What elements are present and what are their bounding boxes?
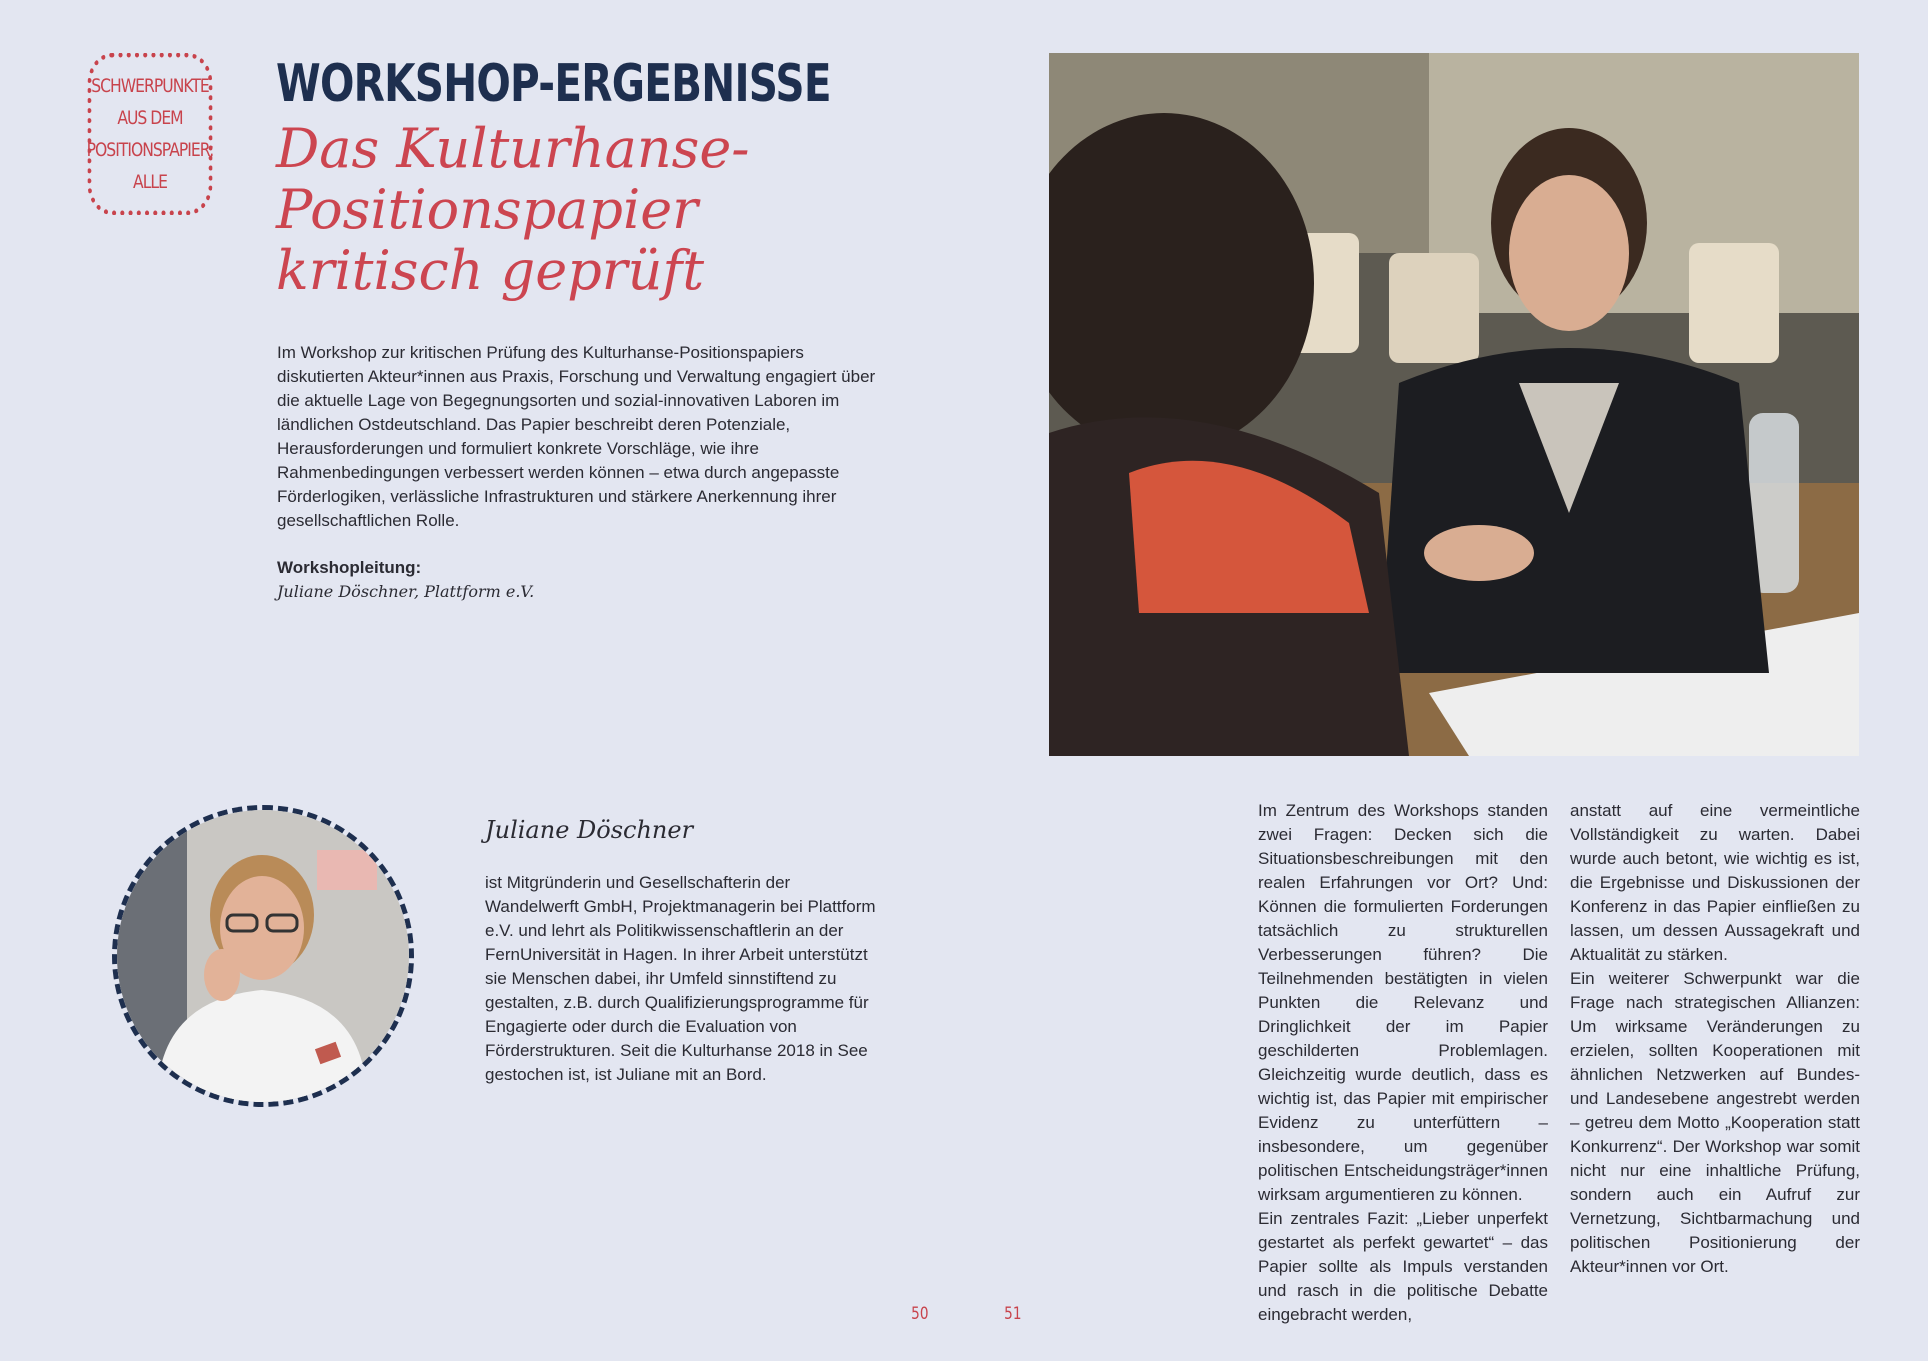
body-paragraph: Ein zentrales Fazit: „Lieber unperfekt gestartet als perfekt gewartet“ – das Papier sollte als Impuls verstanden und rasch in die politische Debatte eingebracht werden, [1258,1209,1548,1324]
bio-name: Juliane Döschner [485,816,694,844]
stamp-line: AUS DEM [117,107,183,129]
stamp-line: POSITIONSPAPIER: [86,139,214,161]
body-paragraph: anstatt auf eine vermeintliche Vollständigkeit zu warten. Dabei wurde auch betont, wie wichtig es ist, die Ergebnisse und Diskussionen der Konferenz in das Papier einfließen zu lassen, um dessen Aussagekraft und Aktualität zu stärken. [1570,801,1860,964]
section-kicker: WORKSHOP-ERGEBNISSE [276,54,831,114]
workshop-lead-name: Juliane Döschner, Plattform e.V. [277,582,535,601]
title-line: Das Kulturhanse- [276,117,750,180]
page-title [276,118,836,301]
body-column-right [1570,799,1860,1279]
workshop-photo [1049,53,1859,756]
focus-stamp [88,53,213,215]
stamp-line: SCHWERPUNKTE [91,75,209,97]
portrait-illustration [117,810,409,1102]
body-paragraph: Im Zentrum des Workshops standen zwei Fragen: Decken sich die Situationsbeschreibungen mit den realen Erfahrungen vor Ort? Und: Können die formulierten Forderungen tatsächlich zu strukturellen Verbesserungen führen? Die Teilnehmenden bestätigten in vielen Punkten die Relevanz und Dringlichkeit der im Papier geschilderten Problemlagen. Gleichzeitig wurde deutlich, dass es wichtig ist, das Papier mit empirischer Evidenz zu unterfüttern – insbesondere, um gegenüber politischen Entscheidungsträger*innen wirksam argumentieren zu können. [1258,801,1548,1204]
body-paragraph: Ein weiterer Schwerpunkt war die Frage nach strategischen Allianzen: Um wirksame Veränderungen zu erzielen, sollten Kooperationen mit ähnlichen Netzwerken auf Bundes- und Landesebene angestrebt werden – getreu dem Motto „Kooperation statt Konkurrenz“. Der Workshop war somit nicht nur eine inhaltliche Prüfung, sondern auch ein Aufruf zur Vernetzung, Sichtbarmachung und politischen Positionierung der Akteur*innen vor Ort. [1570,969,1860,1276]
intro-paragraph: Im Workshop zur kritischen Prüfung des Kulturhanse-Positionspapiers diskutierten Akteur*innen aus Praxis, Forschung und Verwaltung engagiert über die aktuelle Lage von Begegnungsorten und sozial-innovativen Laboren im ländlichen Ostdeutschland. Das Papier beschreibt deren Potenziale, Herausforderungen und formuliert konkrete Vorschläge, wie ihre Rahmenbedingungen verbessert werden können – etwa durch angepasste Förderlogiken, verlässliche Infrastrukturen und stärkere Anerkennung ihrer gesellschaftlichen Rolle. [277,343,876,530]
stamp-line: ALLE [133,171,167,193]
author-portrait [112,805,414,1107]
body-column-left [1258,799,1548,1327]
workshop-lead-label: Workshopleitung: [277,558,422,577]
title-line: Positionspapier [276,178,698,241]
page-number-left: 50 [911,1304,929,1324]
page-number-right: 51 [1004,1304,1022,1324]
title-line: kritisch geprüft [276,239,705,302]
bio-text: ist Mitgründerin und Gesellschafterin der Wandelwerft GmbH, Projektmanagerin bei Plattform e.V. und lehrt als Politikwissenschaftlerin an der FernUniversität in Hagen. In ihrer Arbeit unterstützt sie Menschen dabei, ihr Umfeld sinnstiftend zu gestalten, z.B. durch Qualifizierungsprogramme für Engagierte oder durch die Evaluation von Förderstrukturen. Seit die Kulturhanse 2018 in See gestochen ist, ist Juliane mit an Bord. [485,873,876,1084]
workshop-photo-illustration [1049,53,1859,756]
